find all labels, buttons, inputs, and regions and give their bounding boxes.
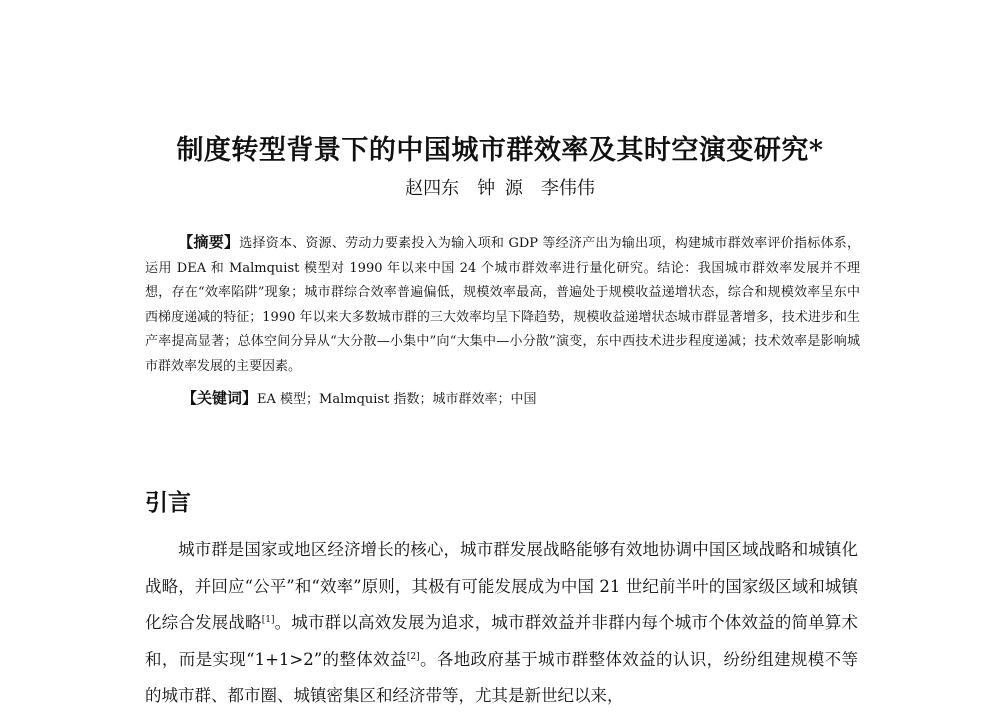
section-heading-introduction: 引言 [145,489,191,516]
intro-segment-2: 。城市群以高效发展为追求，城市群效益并非群内每个城市个体效益的简单算术和，而是实现“1+1>2”的整体效益 [145,613,859,669]
abstract-text: 选择资本、资源、劳动力要素投入为输入项和 GDP 等经济产出为输出项，构建城市群效率评价指标体系，运用 DEA 和 Malmquist 模型对 1990 年以来中国 24 个城市群效率进行量化研究。结论：我国城市群效率发展并不理想，存在“效率陷阱”现象；城市群综合效率普遍偏低，规模效率最高，普遍处于规模收益递增状态，综合和规模效率呈东中西梯度递减的特征；1990 年以来大多数城市群的三大效率均呈下降趋势，规模收益递增状态城市群显著增多，技术进步和生产率提高显著；总体空间分异从“大分散—小集中”向“大集中—小分散”演变，东中西技术进步程度递减；技术效率是影响城市群效率发展的主要因素。 [145,236,860,374]
intro-segment-1: 城市群是国家或地区经济增长的核心，城市群发展战略能够有效地协调中国区域战略和城镇化战略，并回应“公平”和“效率”原则，其极有可能发展成为中国 21 世纪前半叶的国家级区域和城镇化综合发展战略 [145,540,858,632]
abstract-label: 【摘要】 [178,233,240,251]
keywords-text: EA 模型；Malmquist 指数；城市群效率；中国 [257,392,537,407]
paper-title: 制度转型背景下的中国城市群效率及其时空演变研究* [176,135,824,166]
keywords-label: 【关键词】 [182,389,258,407]
introduction-paragraph [145,532,858,715]
citation-ref-1: [1] [261,615,275,625]
paper-authors: 赵四东 钟 源 李伟伟 [405,178,595,199]
keywords-block [182,386,536,413]
intro-segment-3: 。各地政府基于城市群整体效益的认识，纷纷组建规模不等的城市群、都市圈、城镇密集区和经济带等，尤其是新世纪以来， [145,649,859,705]
citation-ref-2: [2] [406,651,420,662]
abstract-block [145,230,860,379]
